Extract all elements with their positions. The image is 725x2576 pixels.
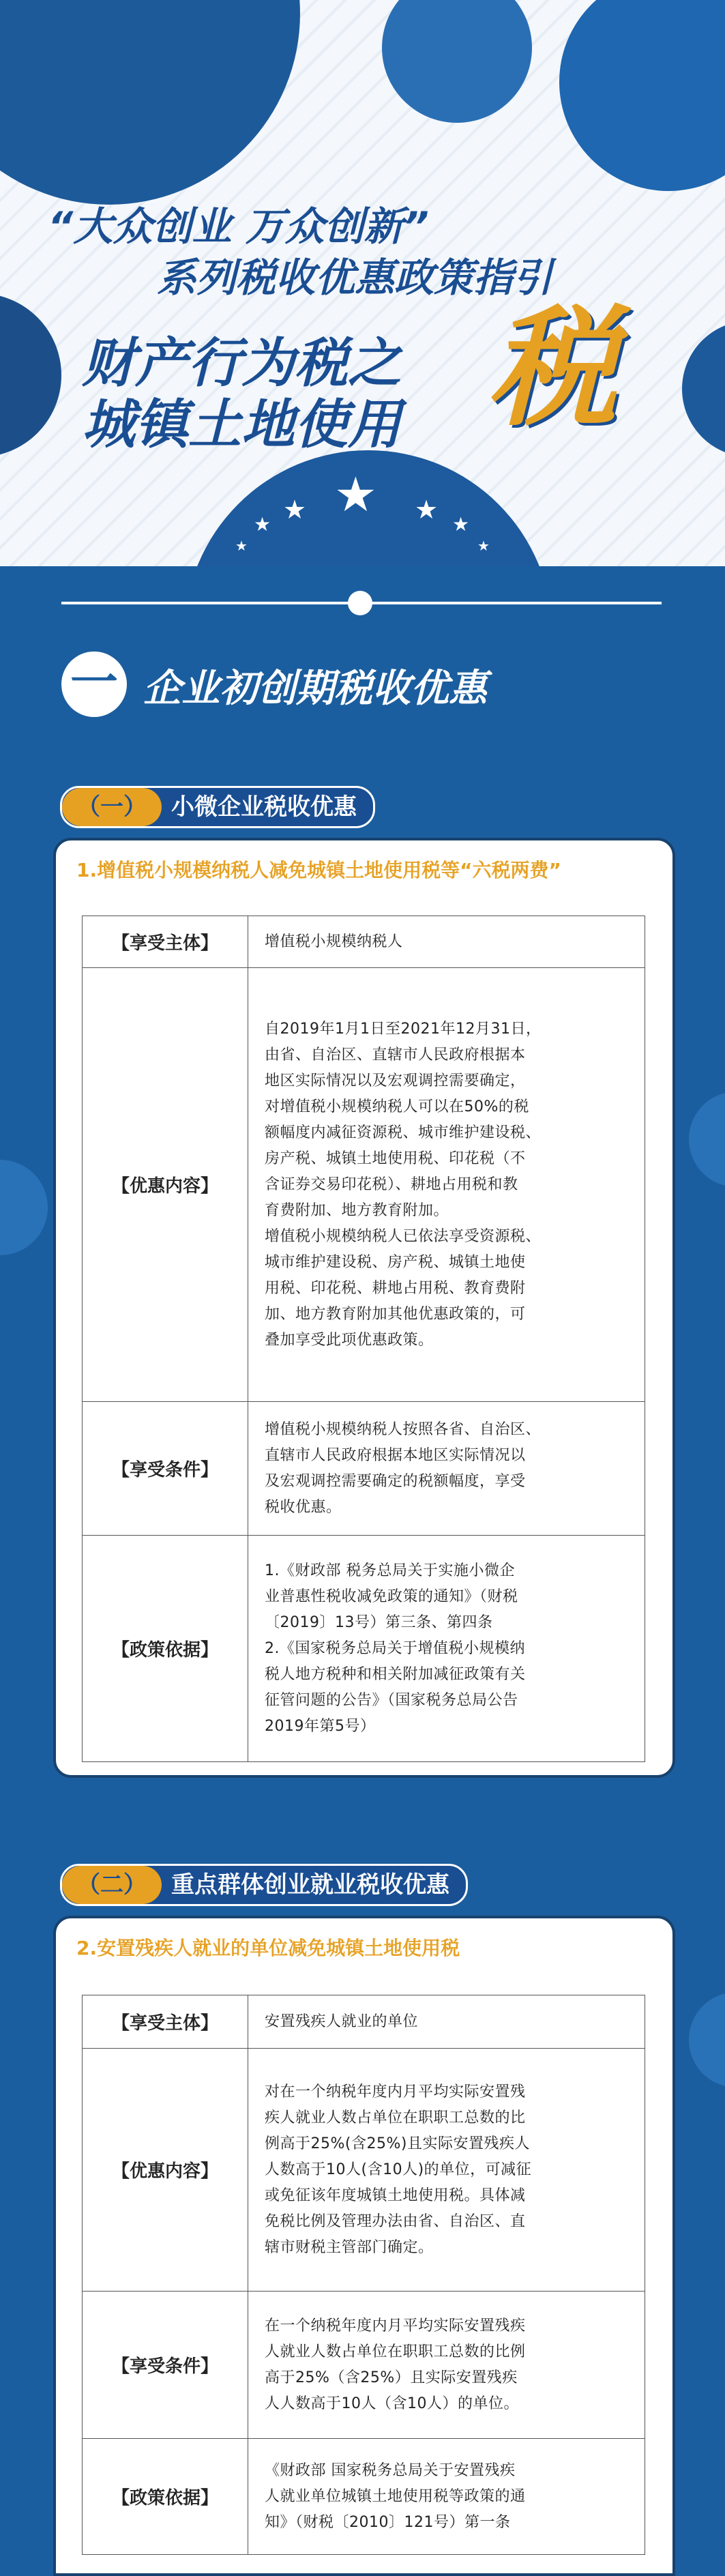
value-line: 业普惠性税收减免政策的通知》（财税 xyxy=(265,1587,518,1605)
value-line: 免税比例及管理办法由省、自治区、直 xyxy=(265,2212,526,2230)
value-line: 含证券交易印花税）、耕地占用税和教 xyxy=(265,1175,518,1193)
row-key: 【享受条件】 xyxy=(83,2292,248,2439)
title-line-2: 系列税收优惠政策指引 xyxy=(157,254,553,301)
decor-circle xyxy=(559,0,725,191)
value-line: 自2019年1月1日至2021年12月31日， xyxy=(265,1020,542,1038)
value-line: 或免征该年度城镇土地使用税。具体减 xyxy=(265,2186,526,2204)
decor-circle xyxy=(0,293,61,457)
subsection-label: 重点群体创业就业税收优惠 xyxy=(171,1871,449,1899)
table-row xyxy=(83,2049,645,2292)
value-line: 在一个纳税年度内月平均实际安置残疾 xyxy=(265,2317,526,2334)
value-line: 〔2019〕13号）第三条、第四条 xyxy=(265,1613,493,1631)
card-title: 1.增值税小规模纳税人减免城镇土地使用税等“六税两费” xyxy=(76,859,561,881)
card-title: 2.安置残疾人就业的单位减免城镇土地使用税 xyxy=(76,1937,460,1959)
policy-card-2 xyxy=(53,1916,675,2576)
value-line: 对在一个纳税年度内月平均实际安置残 xyxy=(265,2083,526,2101)
table-row xyxy=(83,1402,645,1536)
value-line: 地区实际情况以及宏观调控需要确定， xyxy=(265,1072,526,1089)
value-line: 由省、自治区、直辖市人民政府根据本 xyxy=(265,1046,526,1064)
star-icon: ★ xyxy=(283,495,307,525)
title-big-char: 税 xyxy=(488,293,618,443)
value-line: 知》（财税〔2010〕121号）第一条 xyxy=(265,2513,511,2531)
value-line: 对增值税小规模纳税人可以在50%的税 xyxy=(265,1098,529,1115)
table-row xyxy=(83,2292,645,2439)
row-value xyxy=(248,1402,645,1536)
star-icon: ★ xyxy=(254,513,271,536)
row-value xyxy=(248,2049,645,2292)
value-line: 人就业人数占单位在职职工总数的比例 xyxy=(265,2343,526,2360)
row-value xyxy=(248,1995,645,2049)
value-line: 增值税小规模纳税人 xyxy=(265,933,403,950)
subsection-number: （一） xyxy=(62,788,162,826)
table-row xyxy=(83,2439,645,2555)
subsection-label: 小微企业税收优惠 xyxy=(171,793,357,821)
table-row xyxy=(83,968,645,1402)
star-icon: ★ xyxy=(334,467,377,523)
title-line-1: “大众创业 万众创新” xyxy=(48,203,429,250)
star-icon: ★ xyxy=(477,538,490,554)
decor-circle xyxy=(682,321,725,457)
value-line: 叠加享受此项优惠政策。 xyxy=(265,1331,434,1349)
value-line: 辖市财税主管部门确定。 xyxy=(265,2238,434,2256)
decor-circle xyxy=(0,1160,48,1255)
policy-card-1 xyxy=(53,838,675,1778)
section-title: 企业初创期税收优惠 xyxy=(143,667,487,711)
value-line: 房产税、城镇土地使用税、印花税（不 xyxy=(265,1150,526,1167)
row-value xyxy=(248,916,645,968)
value-line: 税人地方税种和相关附加减征政策有关 xyxy=(265,1665,526,1683)
decor-circle xyxy=(689,1092,725,1187)
row-value xyxy=(248,968,645,1402)
subsection-pill-1 xyxy=(60,786,375,828)
hero-banner xyxy=(0,0,725,566)
decor-circle xyxy=(0,0,300,205)
row-value xyxy=(248,1536,645,1762)
value-line: 育费附加、地方教育附加。 xyxy=(265,1201,449,1219)
star-icon: ★ xyxy=(452,513,470,536)
value-line: 高于25%（含25%）且实际安置残疾 xyxy=(265,2369,518,2386)
title-line-3: 财产行为税之 xyxy=(82,333,402,394)
section-number: 一 xyxy=(61,652,127,717)
title-line-4: 城镇土地使用 xyxy=(82,394,402,456)
row-key: 【享受主体】 xyxy=(83,916,248,968)
decor-circle xyxy=(382,0,532,123)
table-row xyxy=(83,916,645,968)
table-row xyxy=(83,1536,645,1762)
value-line: 加、地方教育附加其他优惠政策的，可 xyxy=(265,1305,526,1323)
row-key: 【享受主体】 xyxy=(83,1995,248,2049)
value-line: 及宏观调控需要确定的税额幅度，享受 xyxy=(265,1472,526,1490)
value-line: 2019年第5号） xyxy=(265,1717,376,1735)
value-line: 人就业单位城镇土地使用税等政策的通 xyxy=(265,2487,526,2505)
value-line: 安置残疾人就业的单位 xyxy=(265,2012,419,2030)
row-value xyxy=(248,2439,645,2555)
decor-circle xyxy=(689,1992,725,2088)
value-line: 疾人就业人数占单位在职职工总数的比 xyxy=(265,2109,526,2126)
subsection-pill-2 xyxy=(60,1864,468,1906)
value-line: 《财政部 国家税务总局关于安置残疾 xyxy=(265,2461,516,2479)
policy-table xyxy=(82,916,645,1762)
value-line: 城市维护建设税、房产税、城镇土地使 xyxy=(265,1253,526,1271)
row-value xyxy=(248,2292,645,2439)
value-line: 税收优惠。 xyxy=(265,1498,342,1516)
value-line: 例高于25%(含25%)且实际安置残疾人 xyxy=(265,2135,530,2152)
row-key: 【优惠内容】 xyxy=(83,968,248,1402)
value-line: 直辖市人民政府根据本地区实际情况以 xyxy=(265,1446,526,1464)
row-key: 【政策依据】 xyxy=(83,1536,248,1762)
row-key: 【政策依据】 xyxy=(83,2439,248,2555)
value-line: 增值税小规模纳税人按照各省、自治区、 xyxy=(265,1420,542,1438)
value-line: 额幅度内减征资源税、城市维护建设税、 xyxy=(265,1124,542,1141)
value-line: 用税、印花税、耕地占用税、教育费附 xyxy=(265,1279,526,1297)
row-key: 【享受条件】 xyxy=(83,1402,248,1536)
value-line: 2.《国家税务总局关于增值税小规模纳 xyxy=(265,1639,525,1657)
value-line: 增值税小规模纳税人已依法享受资源税、 xyxy=(265,1227,542,1245)
value-line: 人数高于10人(含10人)的单位，可减征 xyxy=(265,2161,532,2178)
policy-table xyxy=(82,1995,645,2555)
row-key: 【优惠内容】 xyxy=(83,2049,248,2292)
value-line: 人人数高于10人（含10人）的单位。 xyxy=(265,2395,519,2412)
star-icon: ★ xyxy=(415,495,439,525)
value-line: 征管问题的公告》（国家税务总局公告 xyxy=(265,1691,518,1709)
value-line: 1.《财政部 税务总局关于实施小微企 xyxy=(265,1562,515,1579)
divider-dot xyxy=(348,591,372,615)
subsection-number: （二） xyxy=(62,1866,162,1904)
table-row xyxy=(83,1995,645,2049)
star-icon: ★ xyxy=(235,538,248,554)
